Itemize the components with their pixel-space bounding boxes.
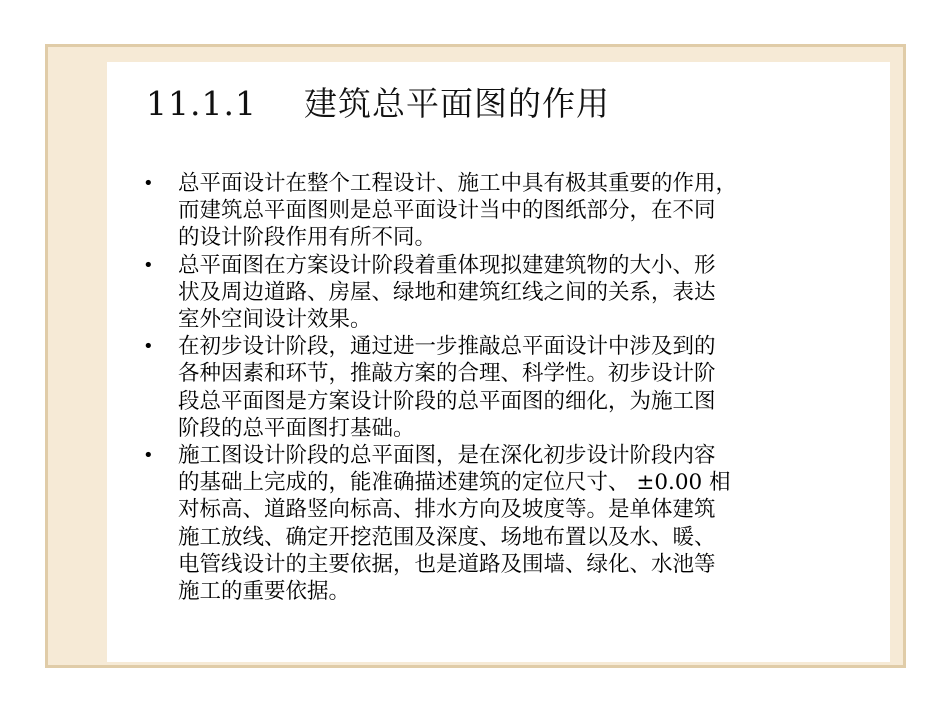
bullet-list: [143, 170, 863, 605]
title-text: 建筑总平面图的作用: [304, 84, 610, 123]
bullet-line: 总平面设计在整个工程设计、施工中具有极其重要的作用，: [178, 171, 738, 196]
bullet-dot-icon: •: [143, 336, 154, 358]
title-number: 11.1.1: [146, 84, 257, 123]
slide-title: [146, 82, 610, 126]
bullet-line: 的设计阶段作用有所不同。: [178, 225, 437, 251]
bullet-line: 阶段的总平面图打基础。: [178, 415, 415, 441]
bullet-line: 电管线设计的主要依据，也是道路及围墙、绿化、水池等: [178, 551, 716, 577]
bullet-line: 段总平面图是方案设计阶段的总平面图的细化，为施工图: [178, 388, 716, 414]
bullet-line: 施工的重要依据。: [178, 579, 351, 605]
bullet-item: [143, 252, 863, 334]
bullet-line: 在初步设计阶段，通过进一步推敲总平面设计中涉及到的: [178, 334, 716, 360]
bullet-line: 施工放线、确定开挖范围及深度、场地布置以及水、暖、: [178, 524, 716, 550]
bullet-item: [143, 170, 863, 252]
bullet-line: 各种因素和环节，推敲方案的合理、科学性。初步设计阶: [178, 361, 716, 387]
bullet-line: 对标高、道路竖向标高、排水方向及坡度等。是单体建筑: [178, 497, 716, 523]
bullet-line: 施工图设计阶段的总平面图，是在深化初步设计阶段内容: [178, 443, 716, 469]
bullet-line: 总平面图在方案设计阶段着重体现拟建建筑物的大小、形: [178, 252, 716, 278]
bullet-dot-icon: •: [143, 445, 154, 467]
bullet-item: [143, 333, 863, 442]
bullet-line: 而建筑总平面图则是总平面设计当中的图纸部分，在不同: [178, 198, 716, 224]
bullet-dot-icon: •: [143, 254, 154, 276]
bullet-dot-icon: •: [143, 173, 154, 194]
bullet-item: [143, 442, 863, 605]
bullet-line: 状及周边道路、房屋、绿地和建筑红线之间的关系，表达: [178, 279, 716, 305]
bullet-line: 室外空间设计效果。: [178, 307, 372, 333]
bullet-line: 的基础上完成的，能准确描述建筑的定位尺寸、 ±0.00 相: [178, 470, 731, 496]
